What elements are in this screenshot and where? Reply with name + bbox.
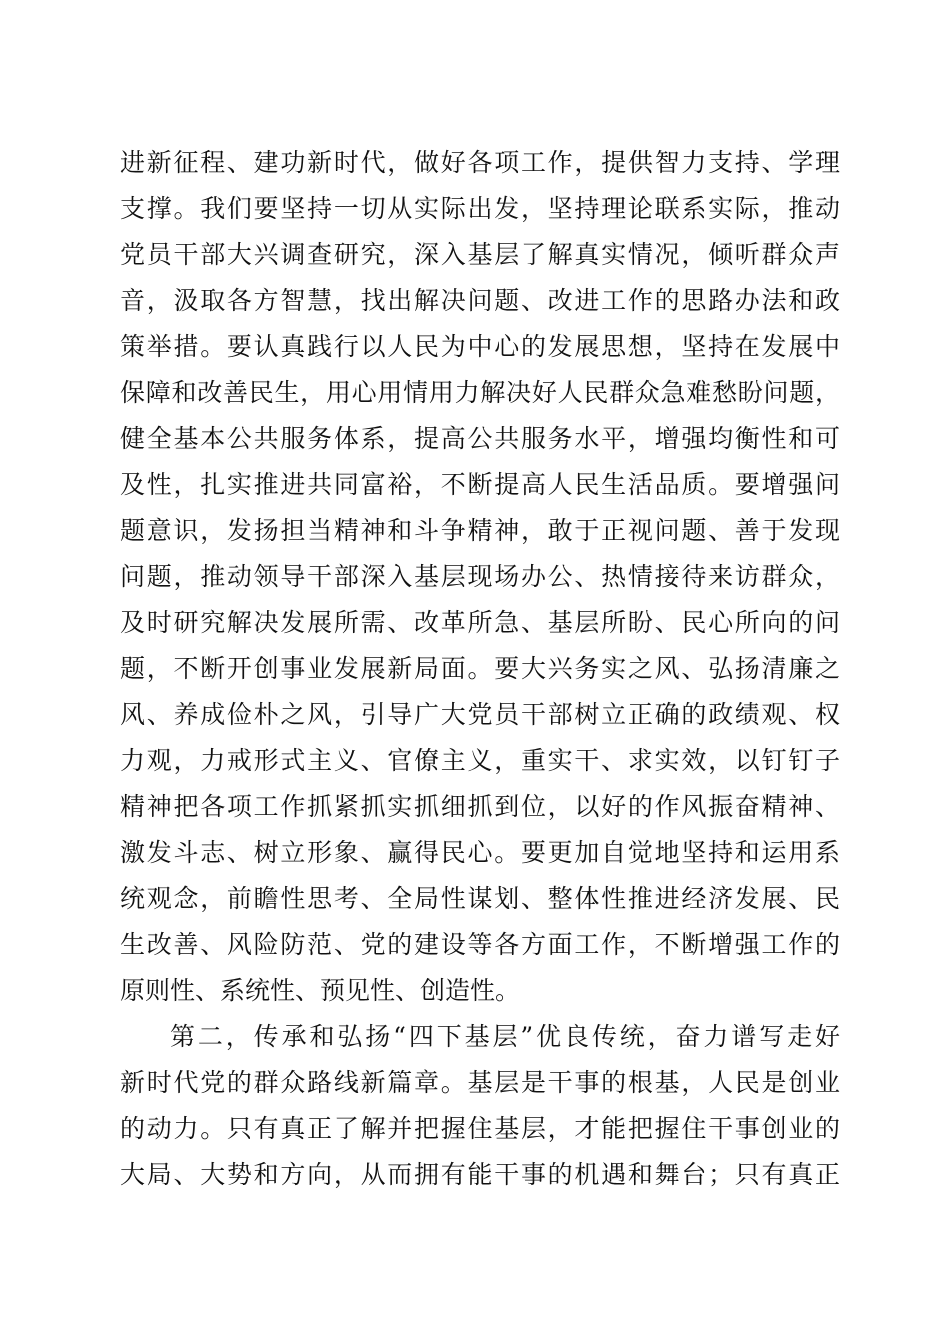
text-line: 激发斗志、树立形象、赢得民心。要更加自觉地坚持和运用系 [120, 838, 840, 867]
text-line: 大局、大势和方向，从而拥有能干事的机遇和舞台；只有真正 [120, 1160, 840, 1189]
text-line: 音，汲取各方智慧，找出解决问题、改进工作的思路办法和政 [120, 286, 840, 315]
body-text [120, 140, 840, 1198]
text-line: 及性，扎实推进共同富裕，不断提高人民生活品质。要增强问 [120, 470, 840, 499]
text-line: 新时代党的群众路线新篇章。基层是干事的根基，人民是创业 [120, 1068, 840, 1097]
text-line: 的动力。只有真正了解并把握住基层，才能把握住干事创业的 [120, 1114, 840, 1143]
text-line: 题意识，发扬担当精神和斗争精神，敢于正视问题、善于发现 [120, 516, 840, 545]
text-line: 策举措。要认真践行以人民为中心的发展思想，坚持在发展中 [120, 332, 840, 361]
text-line: 支撑。我们要坚持一切从实际出发，坚持理论联系实际，推动 [120, 194, 840, 223]
text-line: 题，不断开创事业发展新局面。要大兴务实之风、弘扬清廉之 [120, 654, 840, 683]
text-line: 统观念，前瞻性思考、全局性谋划、整体性推进经济发展、民 [120, 884, 840, 913]
text-line: 力观，力戒形式主义、官僚主义，重实干、求实效，以钉钉子 [120, 746, 840, 775]
text-line: 保障和改善民生，用心用情用力解决好人民群众急难愁盼问题， [120, 378, 840, 407]
text-line: 问题，推动领导干部深入基层现场办公、热情接待来访群众， [120, 562, 840, 591]
text-line: 生改善、风险防范、党的建设等各方面工作，不断增强工作的 [120, 930, 840, 959]
text-line: 及时研究解决发展所需、改革所急、基层所盼、民心所向的问 [120, 608, 840, 637]
text-line: 精神把各项工作抓紧抓实抓细抓到位，以好的作风振奋精神、 [120, 792, 840, 821]
paragraph-start-line: 第二，传承和弘扬“四下基层”优良传统，奋力谱写走好 [170, 1022, 840, 1051]
text-line: 风、养成俭朴之风，引导广大党员干部树立正确的政绩观、权 [120, 700, 840, 729]
paragraph-end-line: 原则性、系统性、预见性、创造性。 [120, 976, 521, 1005]
text-line: 进新征程、建功新时代，做好各项工作，提供智力支持、学理 [120, 148, 840, 177]
text-line: 健全基本公共服务体系，提高公共服务水平，增强均衡性和可 [120, 424, 840, 453]
text-line: 党员干部大兴调查研究，深入基层了解真实情况，倾听群众声 [120, 240, 840, 269]
